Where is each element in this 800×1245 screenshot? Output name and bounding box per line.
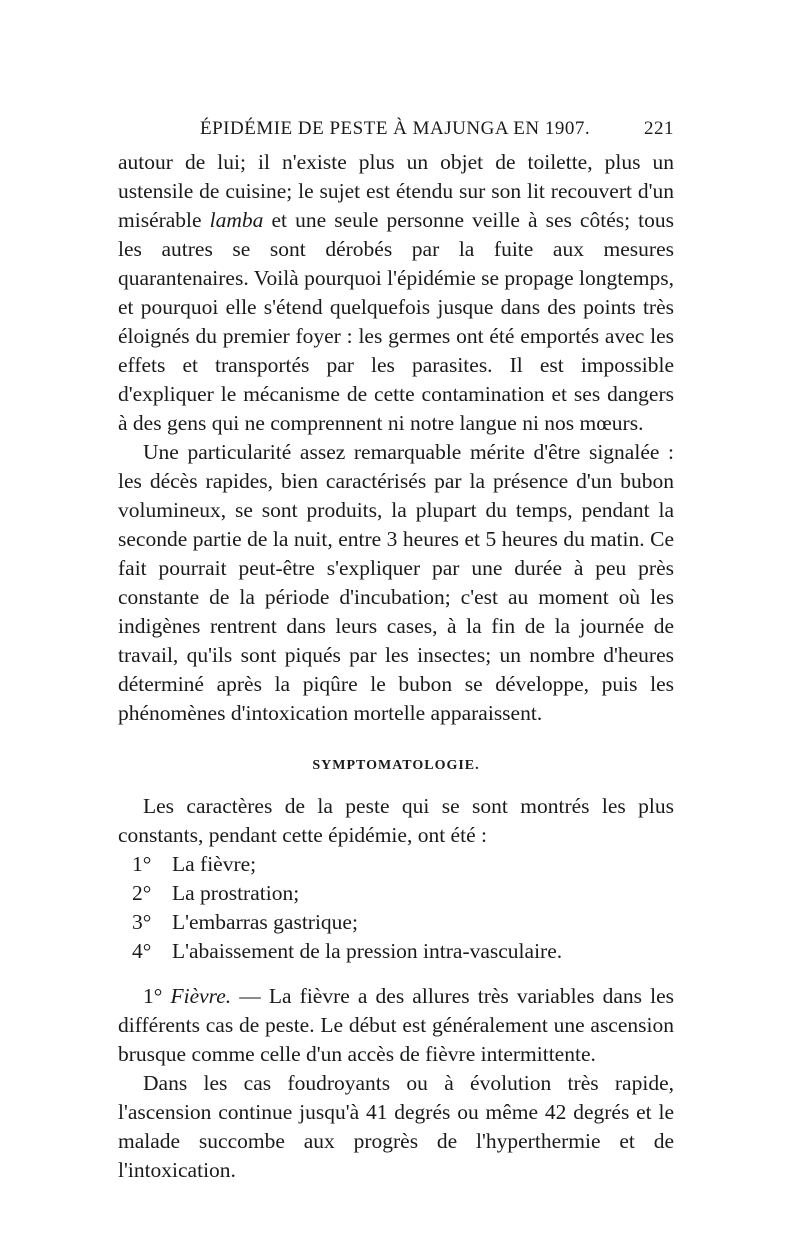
subsection-number: 1° (143, 984, 171, 1008)
running-head (118, 118, 674, 148)
list-item (118, 937, 674, 966)
paragraph-foudroyants: Dans les cas foudroyants ou à évolution très rapide, l'ascension continue jusqu'à 41 degrés ou même 42 degrés et le malade succombe aux progrès de l'hyperthermie et de l'intoxication. (118, 1071, 674, 1182)
document-page (118, 118, 674, 1185)
paragraph-caracteres: Les caractères de la peste qui se sont montrés les plus constants, pendant cette épidémie, ont été : (118, 794, 674, 847)
list-item-text: La fièvre; (172, 852, 257, 876)
list-item (118, 908, 674, 937)
list-item-number: 1° (132, 852, 152, 876)
page-number: 221 (644, 118, 674, 139)
section-heading: SYMPTOMATOLOGIE. (312, 758, 480, 773)
paragraph-text: et une seule personne veille à ses côtés; tous les autres se sont dérobés par la fuite aux mesures quarantenaires. Voilà pourquoi l'épidémie se propage longtemps, et pourquoi elle s'étend quelquefois jusque dans des points très éloignés du premier foyer : les germes ont été emportés avec les effets et transportés par les parasites. Il est impossible d'expliquer le mécanisme de cette contamination et ses dangers à des gens qui ne comprennent ni notre langue ni nos mœurs. (118, 208, 674, 435)
paragraph-fievre (118, 982, 674, 1069)
paragraph-text: autour de lui; il n'existe plus un objet de toilette, plus un ustensile de cuisine; le sujet est étendu sur son lit recouvert d'un misérable (118, 150, 674, 232)
running-title: ÉPIDÉMIE DE PESTE À MAJUNGA EN 1907. (200, 118, 591, 139)
symptom-list (118, 850, 674, 966)
list-item-number: 4° (132, 939, 152, 963)
italic-term-lamba: lamba (209, 208, 264, 232)
list-item (118, 879, 674, 908)
paragraph-particularite: Une particularité assez remarquable mérite d'être signalée : les décès rapides, bien caractérisés par la présence d'un bubon volumineux, se sont produits, la plupart du temps, pendant la seconde partie de la nuit, entre 3 heures et 5 heures du matin. Ce fait pourrait peut-être s'expliquer par une durée à peu près constante de la période d'incubation; c'est au moment où les indigènes rentrent dans leurs cases, à la fin de la journée de travail, qu'ils sont piqués par les insectes; un nombre d'heures déterminé après la piqûre le bubon se développe, puis les phénomènes d'intoxication mortelle apparaissent. (118, 440, 674, 725)
list-item-text: La prostration; (172, 881, 300, 905)
list-item-text: L'abaissement de la pression intra-vasculaire. (172, 939, 563, 963)
list-item-number: 3° (132, 910, 152, 934)
paragraph-continuation (118, 148, 674, 438)
list-item-number: 2° (132, 881, 152, 905)
list-item-text: L'embarras gastrique; (172, 910, 358, 934)
list-item (118, 850, 674, 879)
subsection-label: Fièvre. (170, 984, 232, 1008)
paragraph-text: — La fièvre a des allures très variables dans les différents cas de peste. Le début est généralement une ascension brusque comme celle d'un accès de fièvre intermittente. (118, 984, 674, 1066)
